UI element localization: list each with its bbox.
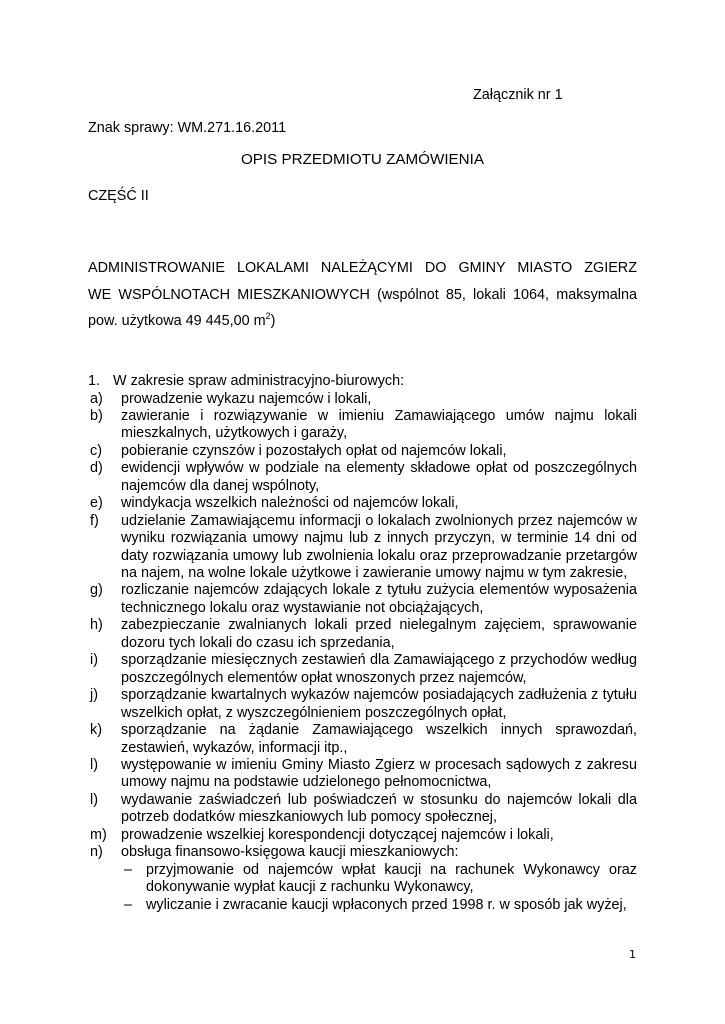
- list-item-marker: l): [90, 757, 98, 774]
- list-item-marker: j): [90, 687, 98, 704]
- list-item-marker: h): [90, 617, 103, 634]
- list-item: [88, 792, 637, 827]
- list-item-marker: l): [90, 791, 98, 808]
- list-item-text: rozliczanie najemców zdających lokale z tytułu zużycia elementów wyposażenia technicznego lokalu oraz wystawianie not obciążających,: [121, 582, 637, 616]
- list-item-marker: f): [90, 512, 99, 529]
- sub-list-item: [121, 897, 637, 914]
- dash-marker: –: [124, 896, 133, 913]
- list-item: [88, 495, 637, 512]
- list-item-marker: i): [90, 652, 98, 669]
- list-item: [88, 757, 637, 792]
- list-item-marker: e): [90, 495, 103, 512]
- section-1-number: 1.: [88, 373, 101, 389]
- list-item: [88, 652, 637, 687]
- list-item-text: zawieranie i rozwiązywanie w imieniu Zamawiającego umów najmu lokali mieszkalnych, użytkowych i garaży,: [121, 407, 637, 442]
- list-item-text: pobieranie czynszów i pozostałych opłat od najemców lokali,: [121, 442, 507, 459]
- list-item: [88, 722, 637, 757]
- list-item: [88, 844, 637, 914]
- document-title: OPIS PRZEDMIOTU ZAMÓWIENIA: [240, 151, 484, 168]
- list-item-text: udzielanie Zamawiającemu informacji o lokalach zwolnionych przez najemców w wyniku rozwiązania umowy najmu lub z innych przyczyn, w terminie 14 dni od daty rozwiązania umowy lub zwolnienia lokalu oraz przeprowadzanie przetargów na najem, na wolne lokale użytkowe i zawieranie umowy najmu w tym zakresie,: [121, 512, 637, 582]
- dash-marker: –: [124, 861, 133, 878]
- page-number: 1: [629, 948, 636, 961]
- annex-label: Załącznik nr 1: [473, 87, 563, 103]
- list-item-text: występowanie w imieniu Gminy Miasto Zgierz w procesach sądowych z zakresu umowy najmu na podstawie udzielonego pełnomocnictwa,: [121, 757, 637, 791]
- list-item-text: zabezpieczanie zwalnianych lokali przed nielegalnym zajęciem, sprawowanie dozoru tych lokali do czasu ich sprzedania,: [121, 617, 637, 651]
- sub-list: [121, 862, 637, 914]
- subject-line-1: ADMINISTROWANIE LOKALAMI NALEŻĄCYMI DO GMINY MIASTO ZGIERZ: [88, 260, 637, 276]
- list-item-marker: m): [90, 826, 107, 843]
- list-item-marker: k): [90, 722, 102, 739]
- list-item-marker: b): [90, 407, 103, 424]
- list-item-marker: n): [90, 844, 103, 861]
- sub-list-item: [121, 862, 637, 897]
- list-item: [88, 827, 637, 844]
- sub-list-item-text: przyjmowanie od najemców wpłat kaucji na rachunek Wykonawcy oraz dokonywanie wypłat kaucji z rachunku Wykonawcy,: [146, 861, 637, 896]
- list-item-text: sporządzanie miesięcznych zestawień dla Zamawiającego z przychodów według poszczególnych elementów opłat wnoszonych przez najemców,: [121, 652, 637, 686]
- subject-heading: [88, 255, 637, 335]
- list-item-text: sporządzanie kwartalnych wykazów najemców posiadających zadłużenia z tytułu wszelkich opłat, z wyszczególnieniem poszczególnych opłat,: [121, 687, 637, 721]
- section-1-heading: [88, 373, 637, 391]
- list-item-text: obsługa finansowo-księgowa kaucji mieszkaniowych:: [121, 844, 459, 861]
- list-item-text: wydawanie zaświadczeń lub poświadczeń w stosunku do najemców lokali dla potrzeb dodatków mieszkaniowych lub pomocy społecznej,: [121, 791, 637, 826]
- section-1: [88, 373, 637, 914]
- list-item: [88, 687, 637, 722]
- list-item: [88, 460, 637, 495]
- section-1-list: [88, 391, 637, 915]
- list-item-text: prowadzenie wszelkiej korespondencji dotyczącej najemców i lokali,: [121, 826, 554, 843]
- subject-close: ): [270, 313, 276, 329]
- list-item-marker: a): [90, 390, 103, 407]
- list-item-text: windykacja wszelkich należności od najemców lokali,: [121, 495, 459, 512]
- sub-list-item-text: wyliczanie i zwracanie kaucji wpłaconych przed 1998 r. w sposób jak wyżej,: [146, 896, 627, 913]
- list-item: [88, 617, 637, 652]
- list-item-marker: d): [90, 460, 103, 477]
- section-1-title: W zakresie spraw administracyjno-biurowych:: [113, 373, 405, 389]
- list-item: [88, 443, 637, 460]
- list-item-text: sporządzanie na żądanie Zamawiającego wszelkich innych sprawozdań, zestawień, wykazów, informacji itp.,: [121, 722, 637, 756]
- list-item: [88, 408, 637, 443]
- part-label: CZĘŚĆ II: [88, 188, 149, 204]
- list-item-marker: g): [90, 582, 103, 599]
- list-item-text: ewidencji wpływów w podziale na elementy składowe opłat od poszczególnych najemców dla danej wspólnoty,: [121, 460, 637, 494]
- list-item-marker: c): [90, 442, 102, 459]
- list-item: [88, 513, 637, 583]
- subject-superscript: 2: [265, 311, 271, 321]
- subject-line-2: WE WSPÓLNOTACH MIESZKANIOWYCH (wspólnot 85, lokali 1064, maksymalna pow. użytkowa 49 445,00 m: [88, 286, 637, 329]
- list-item-text: prowadzenie wykazu najemców i lokali,: [121, 390, 372, 407]
- list-item: [88, 391, 637, 408]
- case-reference: Znak sprawy: WM.271.16.2011: [88, 120, 287, 136]
- list-item: [88, 582, 637, 617]
